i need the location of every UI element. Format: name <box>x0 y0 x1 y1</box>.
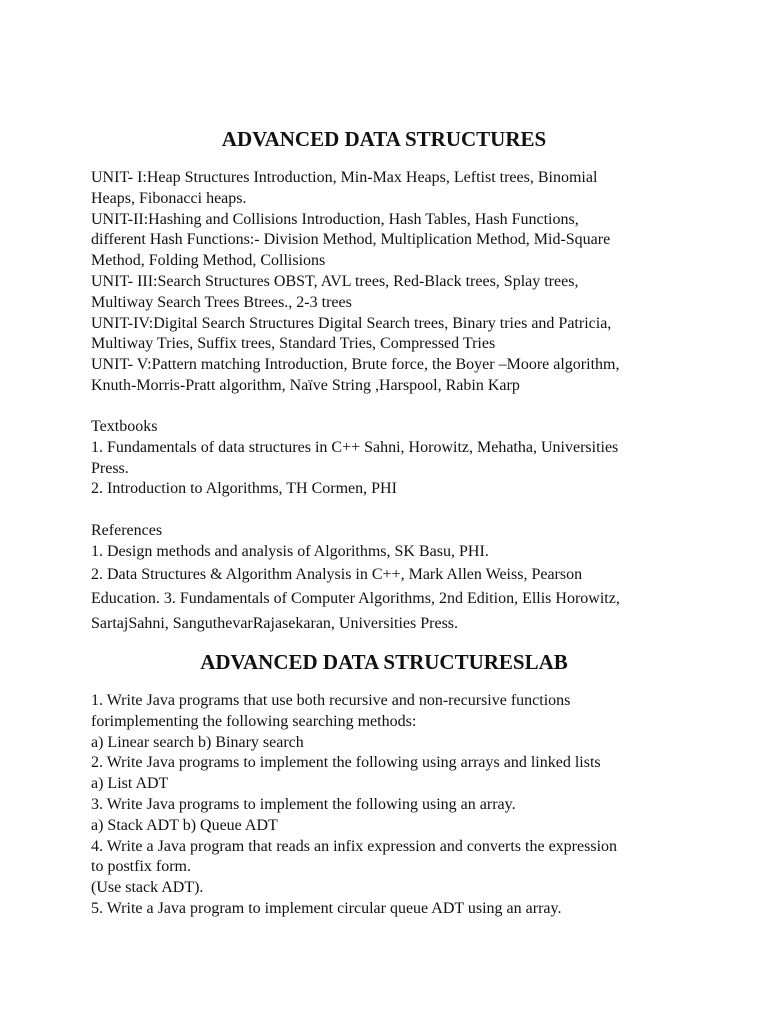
references-heading: References <box>91 522 163 539</box>
lab-line: 2. Write Java programs to implement the following using arrays and linked lists <box>91 754 601 772</box>
lab-line: a) Linear search b) Binary search <box>91 733 304 751</box>
units-line: different Hash Functions:- Division Method, Multiplication Method, Mid-Square <box>91 231 611 249</box>
lab-line: 3. Write Java programs to implement the following using an array. <box>91 795 516 813</box>
units-line: UNIT- III:Search Structures OBST, AVL trees, Red-Black trees, Splay trees, <box>91 272 579 290</box>
textbook-line: Press. <box>91 459 129 477</box>
units-line: Method, Folding Method, Collisions <box>91 252 326 270</box>
lab-line: a) Stack ADT b) Queue ADT <box>91 816 278 834</box>
syllabus-units <box>91 168 681 397</box>
textbook-line: 1. Fundamentals of data structures in C++ Sahni, Horowitz, Mehatha, Universities <box>91 438 619 456</box>
units-line: Multiway Search Trees Btrees., 2-3 trees <box>91 293 352 311</box>
textbook-line: 2. Introduction to Algorithms, TH Cormen, PHI <box>91 480 397 498</box>
reference-line: Education. 3. Fundamentals of Computer Algorithms, 2nd Edition, Ellis Horowitz, <box>91 590 620 608</box>
units-line: Multiway Tries, Suffix trees, Standard Tries, Compressed Tries <box>91 335 496 353</box>
lab-line: 5. Write a Java program to implement circular queue ADT using an array. <box>91 899 562 917</box>
page-title: ADVANCED DATA STRUCTURES <box>221 127 547 151</box>
units-line: Knuth-Morris-Pratt algorithm, Naïve String ,Harspool, Rabin Karp <box>91 376 520 394</box>
lab-exercises <box>91 691 681 920</box>
reference-line: SartajSahni, SanguthevarRajasekaran, Universities Press. <box>91 614 459 632</box>
units-line: UNIT- V:Pattern matching Introduction, Brute force, the Boyer –Moore algorithm, <box>91 356 620 374</box>
lab-line: 4. Write a Java program that reads an infix expression and converts the expression <box>91 837 618 855</box>
lab-line: 1. Write Java programs that use both recursive and non-recursive functions <box>91 692 571 709</box>
lab-title: ADVANCED DATA STRUCTURESLAB <box>200 650 568 674</box>
references-section <box>91 521 681 636</box>
textbooks-section <box>91 417 681 500</box>
lab-line: a) List ADT <box>91 775 169 793</box>
lab-line: to postfix form. <box>91 858 191 876</box>
units-line: UNIT- I:Heap Structures Introduction, Min-Max Heaps, Leftist trees, Binomial <box>91 169 598 186</box>
reference-line: 2. Data Structures & Algorithm Analysis in C++, Mark Allen Weiss, Pearson <box>91 565 583 583</box>
reference-line: 1. Design methods and analysis of Algorithms, SK Basu, PHI. <box>91 542 489 560</box>
units-line: UNIT-II:Hashing and Collisions Introduction, Hash Tables, Hash Functions, <box>91 210 579 228</box>
lab-line: forimplementing the following searching methods: <box>91 712 417 730</box>
textbooks-heading: Textbooks <box>91 418 158 435</box>
units-line: Heaps, Fibonacci heaps. <box>91 189 247 207</box>
units-line: UNIT-IV:Digital Search Structures Digital Search trees, Binary tries and Patricia, <box>91 314 612 332</box>
lab-line: (Use stack ADT). <box>91 879 204 897</box>
